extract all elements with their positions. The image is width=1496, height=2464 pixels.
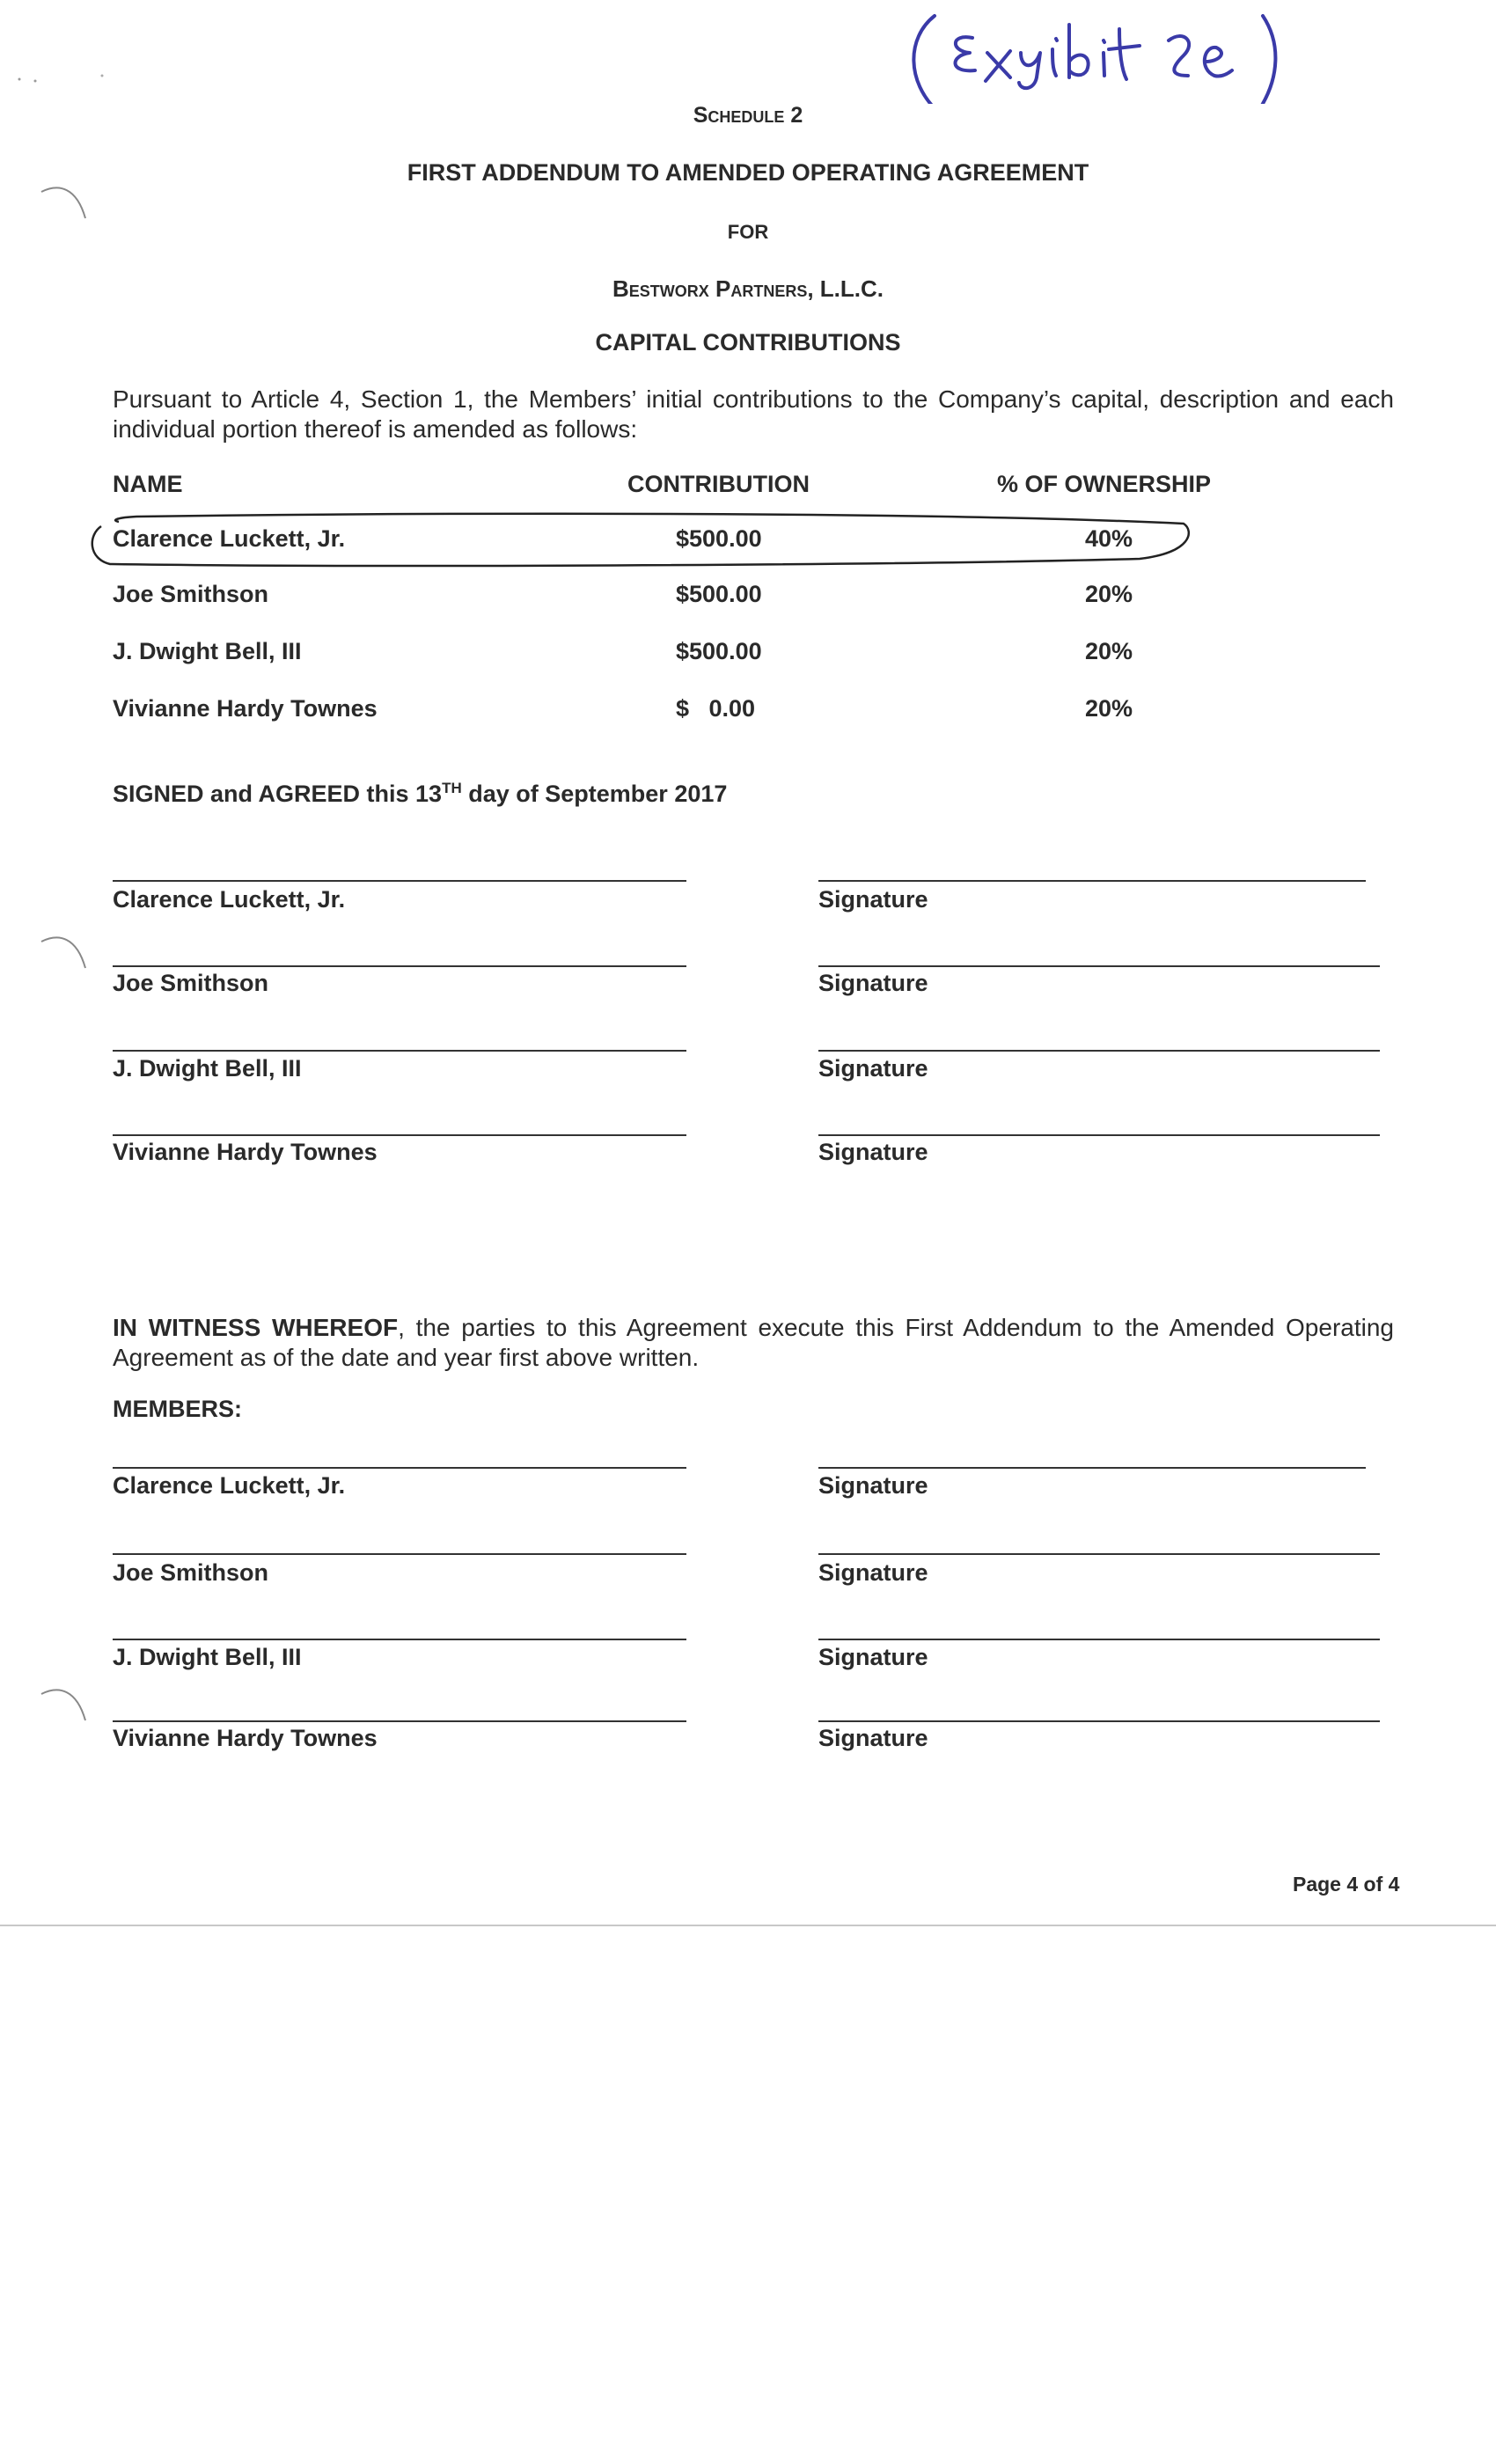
signature-label: Signature (818, 1472, 928, 1499)
signature-line-name[interactable] (113, 1050, 686, 1052)
signature-line-name[interactable] (113, 1720, 686, 1722)
signature-label: Signature (818, 1055, 928, 1082)
for-label: FOR (727, 221, 769, 243)
column-header-contribution: CONTRIBUTION (627, 471, 810, 497)
table-row (0, 525, 1496, 561)
member-contribution: $500.00 (676, 525, 762, 552)
member-contribution: $500.00 (676, 638, 762, 664)
member-name: J. Dwight Bell, III (113, 638, 302, 664)
member-name: Clarence Luckett, Jr. (113, 525, 346, 552)
signature-label: Signature (818, 1559, 928, 1586)
scan-mark-top (16, 70, 113, 97)
column-header-name: NAME (113, 471, 183, 497)
table-row (0, 581, 1496, 616)
signer-name: Joe Smithson (113, 1559, 269, 1586)
signature-line-sign[interactable] (818, 1134, 1380, 1136)
signature-line-name[interactable] (113, 1639, 686, 1640)
handwritten-exhibit-note (889, 7, 1311, 104)
signed-prefix: SIGNED and AGREED this 13 (113, 781, 443, 807)
signature-line-name[interactable] (113, 1134, 686, 1136)
signer-name: J. Dwight Bell, III (113, 1644, 302, 1670)
schedule-heading: Schedule 2 (693, 103, 803, 128)
signature-line-sign[interactable] (818, 1639, 1380, 1640)
column-header-ownership: % OF OWNERSHIP (997, 471, 1212, 497)
signed-agreed-line (113, 780, 727, 808)
witness-paragraph (113, 1313, 1394, 1373)
member-name: Joe Smithson (113, 581, 269, 607)
member-contribution: $500.00 (676, 581, 762, 607)
signature-label: Signature (818, 1139, 928, 1165)
punch-mark-3 (37, 1685, 90, 1729)
signer-name: Clarence Luckett, Jr. (113, 886, 346, 913)
section-heading: CAPITAL CONTRIBUTIONS (595, 329, 901, 356)
intro-paragraph: Pursuant to Article 4, Section 1, the Members’ initial contributions to the Company’s capital, description and each individual portion thereof is amended as follows: (113, 385, 1394, 443)
member-ownership: 40% (1085, 525, 1133, 552)
signature-line-sign[interactable] (818, 1050, 1380, 1052)
signer-name: Joe Smithson (113, 970, 269, 996)
witness-text: , the parties to this Agreement execute this First Addendum to the Amended Operating Agreement as of the date and year first above written. (113, 1314, 1394, 1371)
table-row (0, 695, 1496, 730)
member-ownership: 20% (1085, 695, 1133, 722)
punch-mark-2 (37, 933, 90, 977)
company-name: Bestworx Partners, L.L.C. (612, 275, 884, 302)
signature-line-sign[interactable] (818, 965, 1380, 967)
signature-line-sign[interactable] (818, 1553, 1380, 1555)
signature-line-sign[interactable] (818, 1467, 1366, 1469)
signature-label: Signature (818, 970, 928, 996)
signer-name: J. Dwight Bell, III (113, 1055, 302, 1082)
witness-lead: IN WITNESS WHEREOF (113, 1314, 399, 1341)
handwritten-exhibit-drawing (889, 7, 1311, 104)
document-title: FIRST ADDENDUM TO AMENDED OPERATING AGREEMENT (407, 159, 1089, 186)
table-row (0, 638, 1496, 673)
signature-line-name[interactable] (113, 965, 686, 967)
signature-line-sign[interactable] (818, 880, 1366, 882)
members-label: MEMBERS: (113, 1396, 242, 1422)
signature-line-name[interactable] (113, 1467, 686, 1469)
member-ownership: 20% (1085, 581, 1133, 607)
signature-label: Signature (818, 1644, 928, 1670)
signature-line-name[interactable] (113, 880, 686, 882)
page-number: Page 4 of 4 (1293, 1873, 1400, 1896)
signer-name: Vivianne Hardy Townes (113, 1139, 378, 1165)
signature-label: Signature (818, 1725, 928, 1751)
signer-name: Clarence Luckett, Jr. (113, 1472, 346, 1499)
member-ownership: 20% (1085, 638, 1133, 664)
signature-line-sign[interactable] (818, 1720, 1380, 1722)
signature-line-name[interactable] (113, 1553, 686, 1555)
signed-superscript: TH (442, 780, 462, 796)
signer-name: Vivianne Hardy Townes (113, 1725, 378, 1751)
signature-label: Signature (818, 886, 928, 913)
signed-suffix: day of September 2017 (461, 781, 728, 807)
member-contribution: $ 0.00 (676, 695, 756, 722)
member-name: Vivianne Hardy Townes (113, 695, 378, 722)
page-bottom-edge (0, 1925, 1496, 1926)
